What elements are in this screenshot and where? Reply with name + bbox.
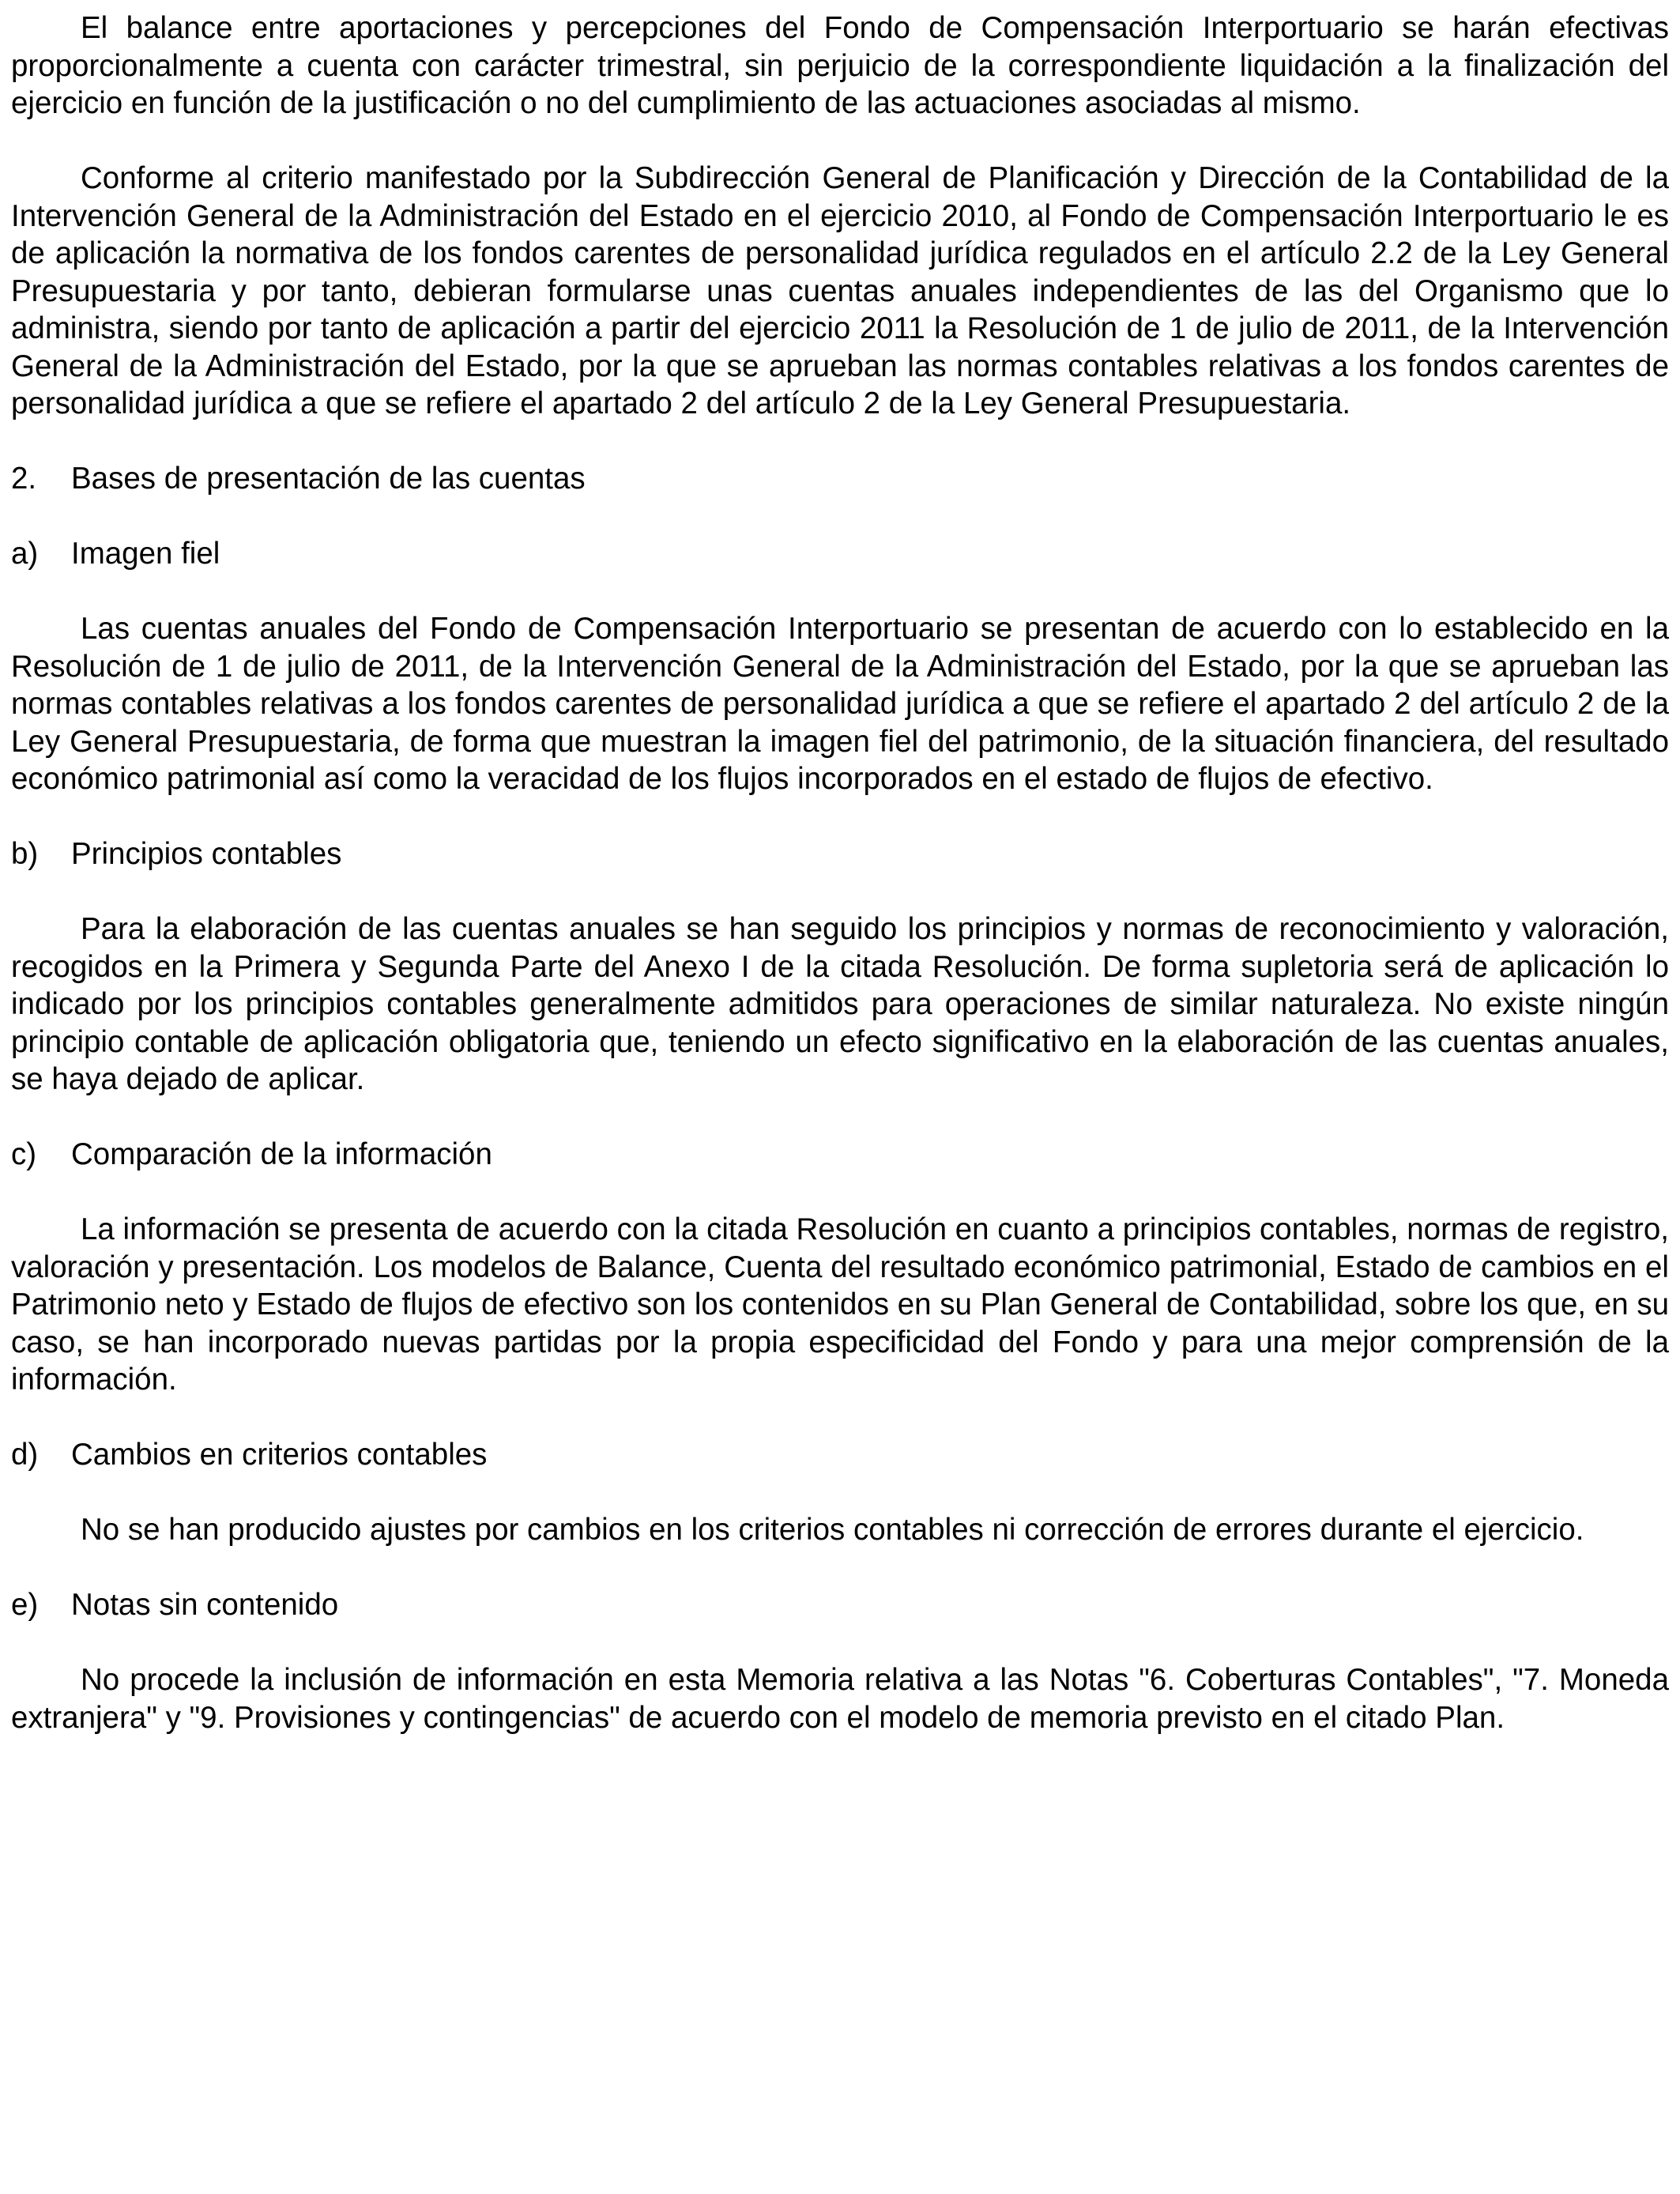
subsection-title: Comparación de la información [71,1137,492,1171]
subsection-title: Notas sin contenido [71,1588,339,1622]
subsection-letter: d) [11,1438,39,1472]
subsection-heading-comparacion-informacion [11,1136,1669,1174]
subsection-title: Cambios en criterios contables [71,1438,488,1472]
section-title: Bases de presentación de las cuentas [71,462,586,496]
subsection-heading-imagen-fiel [11,535,1669,573]
paragraph-criterio-subdireccion: Conforme al criterio manifestado por la Subdirección General de Planificación y Dirección de la Contabilidad de la Intervención General de la Administración del Estado en el ejercicio 2010, al Fondo de Compensación Interportuario le es de aplicación la normativa de los fondos carentes de personalidad jurídica regulados en el artículo 2.2 de la Ley General Presupuestaria y por tanto, debieran formularse unas cuentas anuales independientes de las del Organismo que lo administra, siendo por tanto de aplicación a partir del ejercicio 2011 la Resolución de 1 de julio de 2011, de la Intervención General de la Administración del Estado, por la que se aprueban las normas contables relativas a los fondos carentes de personalidad jurídica a que se refiere el apartado 2 del artículo 2 de la Ley General Presupuestaria. [11,161,1669,420]
subsection-heading-principios-contables [11,835,1669,873]
paragraph-principios-contables: Para la elaboración de las cuentas anuales se han seguido los principios y normas de reconocimiento y valoración, recogidos en la Primera y Segunda Parte del Anexo I de la citada Resolución. De forma supletoria será de aplicación lo indicado por los principios contables generalmente admitidos para operaciones de similar naturaleza. No existe ningún principio contable de aplicación obligatoria que, teniendo un efecto significativo en la elaboración de las cuentas anuales, se haya dejado de aplicar. [11,912,1669,1096]
section-heading-bases-presentacion [11,460,1669,498]
paragraph-imagen-fiel: Las cuentas anuales del Fondo de Compensación Interportuario se presentan de acuerdo con lo establecido en la Resolución de 1 de julio de 2011, de la Intervención General de la Administración del Estado, por la que se aprueban las normas contables relativas a los fondos carentes de personalidad jurídica a que se refiere el apartado 2 del artículo 2 de la Ley General Presupuestaria, de forma que muestran la imagen fiel del patrimonio, de la situación financiera, del resultado económico patrimonial así como la veracidad de los flujos incorporados en el estado de flujos de efectivo. [11,612,1669,796]
document-page [11,9,1669,1774]
subsection-letter: e) [11,1588,39,1622]
subsection-letter: a) [11,537,39,571]
paragraph-comparacion-informacion: La información se presenta de acuerdo con la citada Resolución en cuanto a principios contables, normas de registro, valoración y presentación. Los modelos de Balance, Cuenta del resultado económico patrimonial, Estado de cambios en el Patrimonio neto y Estado de flujos de efectivo son los contenidos en su Plan General de Contabilidad, sobre los que, en su caso, se han incorporado nuevas partidas por la propia especificidad del Fondo y para una mejor comprensión de la información. [11,1212,1669,1397]
subsection-title: Imagen fiel [71,537,220,571]
subsection-heading-notas-sin-contenido [11,1586,1669,1624]
paragraph-notas-sin-contenido: No procede la inclusión de información en esta Memoria relativa a las Notas "6. Coberturas Contables", "7. Moneda extranjera" y "9. Provisiones y contingencias" de acuerdo con el modelo de memoria previsto en el citado Plan. [11,1663,1669,1735]
paragraph-balance-aportaciones: El balance entre aportaciones y percepciones del Fondo de Compensación Interportuario se harán efectivas proporcionalmente a cuenta con carácter trimestral, sin perjuicio de la correspondiente liquidación a la finalización del ejercicio en función de la justificación o no del cumplimiento de las actuaciones asociadas al mismo. [11,11,1669,120]
subsection-title: Principios contables [71,837,342,871]
paragraph-cambios-criterios: No se han producido ajustes por cambios en los criterios contables ni corrección de errores durante el ejercicio. [81,1513,1584,1547]
subsection-letter: b) [11,837,39,871]
subsection-letter: c) [11,1137,37,1171]
section-number: 2. [11,462,37,496]
subsection-heading-cambios-criterios [11,1436,1669,1474]
